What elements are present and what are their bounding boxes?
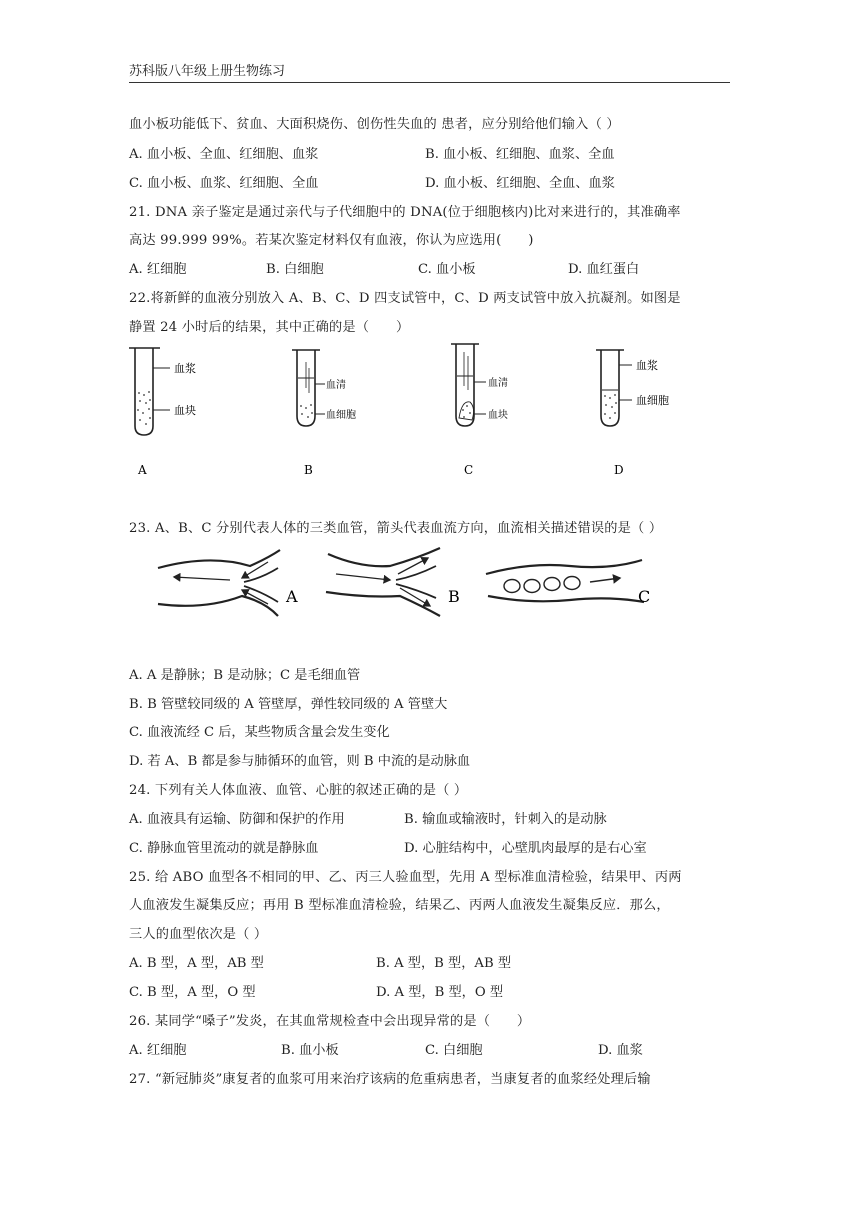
tube-a [129,348,170,435]
q22-stem-line1: 22.将新鲜的血液分别放入 A、B、C、D 四支试管中，C、D 两支试管中放入抗凝剂。如图是 [129,291,681,306]
q23-option-d: D. 若 A、B 都是参与肺循环的血管，则 B 中流的是动脉血 [129,754,471,769]
tube-a-top-label: 血浆 [174,362,196,375]
q26-option-a: A. 红细胞 [129,1043,187,1058]
q21-option-a: A. 红细胞 [129,262,187,277]
q24-option-b: B. 输血或输液时，针刺入的是动脉 [404,812,607,827]
q22-stem-line2: 静置 24 小时后的结果，其中正确的是（ ） [129,320,410,335]
vessel-a-label: A [286,587,298,606]
q24-stem: 24. 下列有关人体血液、血管、心脏的叙述正确的是（ ） [129,783,468,798]
tube-c-letter: C [464,463,474,477]
tube-a-letter: A [138,463,147,477]
tube-c-bottom-label: 血块 [488,410,508,421]
q23-blood-vessels-figure [150,544,670,624]
page-header-title: 苏科版八年级上册生物练习 [129,64,286,79]
q23-option-c: C. 血液流经 C 后，某些物质含量会发生变化 [129,725,390,740]
tube-d-top-label: 血浆 [636,359,658,372]
q23-option-a: A. A 是静脉；B 是动脉；C 是毛细血管 [129,668,361,683]
q21-option-b: B. 白细胞 [266,262,324,277]
q25-stem-line3: 三人的血型依次是（ ） [129,927,268,942]
tube-c-top-label: 血清 [488,378,508,389]
q26-stem: 26. 某同学“嗓子”发炎，在其血常规检查中会出现异常的是（ ） [129,1014,531,1029]
q21-stem-line2: 高达 99.999 99%。若某次鉴定材料仅有血液，你认为应选用( ) [129,233,534,248]
q21-stem-line1: 21. DNA 亲子鉴定是通过亲代与子代细胞中的 DNA(位于细胞核内)比对来进行的，其准确率 [129,205,681,220]
vessel-b-label: B [448,587,460,606]
tube-d [596,350,632,426]
q25-option-c: C. B 型，A 型，O 型 [129,985,256,1000]
q23-stem: 23. A、B、C 分别代表人体的三类血管，箭头代表血流方向，血流相关描述错误的是（ ） [129,521,663,536]
q21-option-c: C. 血小板 [418,262,476,277]
q25-stem-line1: 25. 给 ABO 血型各不相同的甲、乙、丙三人验血型，先用 A 型标准血清检验，结果甲、丙两 [129,870,682,885]
q24-option-a: A. 血液具有运输、防御和保护的作用 [129,812,345,827]
tube-b-letter: B [304,463,313,477]
header-divider [129,82,730,83]
q25-option-b: B. A 型，B 型，AB 型 [376,956,512,971]
tube-b [292,350,325,426]
q27-stem: 27. “新冠肺炎”康复者的血浆可用来治疗该病的危重病患者，当康复者的血浆经处理后输 [129,1072,651,1087]
q22-test-tubes-figure [120,338,720,483]
q20-option-c: C. 血小板、血浆、红细胞、全血 [129,176,319,191]
q20-option-a: A. 血小板、全血、红细胞、血浆 [129,147,319,162]
tube-d-letter: D [614,463,624,477]
tube-d-bottom-label: 血细胞 [636,394,669,407]
q23-option-b: B. B 管壁较同级的 A 管壁厚，弹性较同级的 A 管壁大 [129,697,448,712]
vessel-b [326,548,440,616]
q26-option-b: B. 血小板 [281,1043,339,1058]
q25-option-d: D. A 型，B 型，O 型 [376,985,504,1000]
q21-option-d: D. 血红蛋白 [568,262,640,277]
q20-option-b: B. 血小板、红细胞、血浆、全血 [425,147,615,162]
q24-option-c: C. 静脉血管里流动的就是静脉血 [129,841,319,856]
q25-stem-line2: 人血液发生凝集反应；再用 B 型标准血清检验，结果乙、丙两人血液发生凝集反应．那么， [129,898,670,913]
vessel-c-label: C [638,587,651,606]
q26-option-c: C. 白细胞 [425,1043,483,1058]
tube-c [451,344,486,426]
q24-option-d: D. 心脏结构中，心壁肌肉最厚的是右心室 [404,841,647,856]
tube-b-bottom-label: 血细胞 [326,410,356,421]
tube-b-top-label: 血清 [326,380,346,391]
q20-stem: 血小板功能低下、贫血、大面积烧伤、创伤性失血的 患者，应分别给他们输入（ ） [129,117,620,132]
tube-a-bottom-label: 血块 [174,404,196,417]
q25-option-a: A. B 型，A 型，AB 型 [129,956,264,971]
q26-option-d: D. 血浆 [598,1043,643,1058]
q20-option-d: D. 血小板、红细胞、全血、血浆 [425,176,615,191]
vessel-a [158,550,280,616]
